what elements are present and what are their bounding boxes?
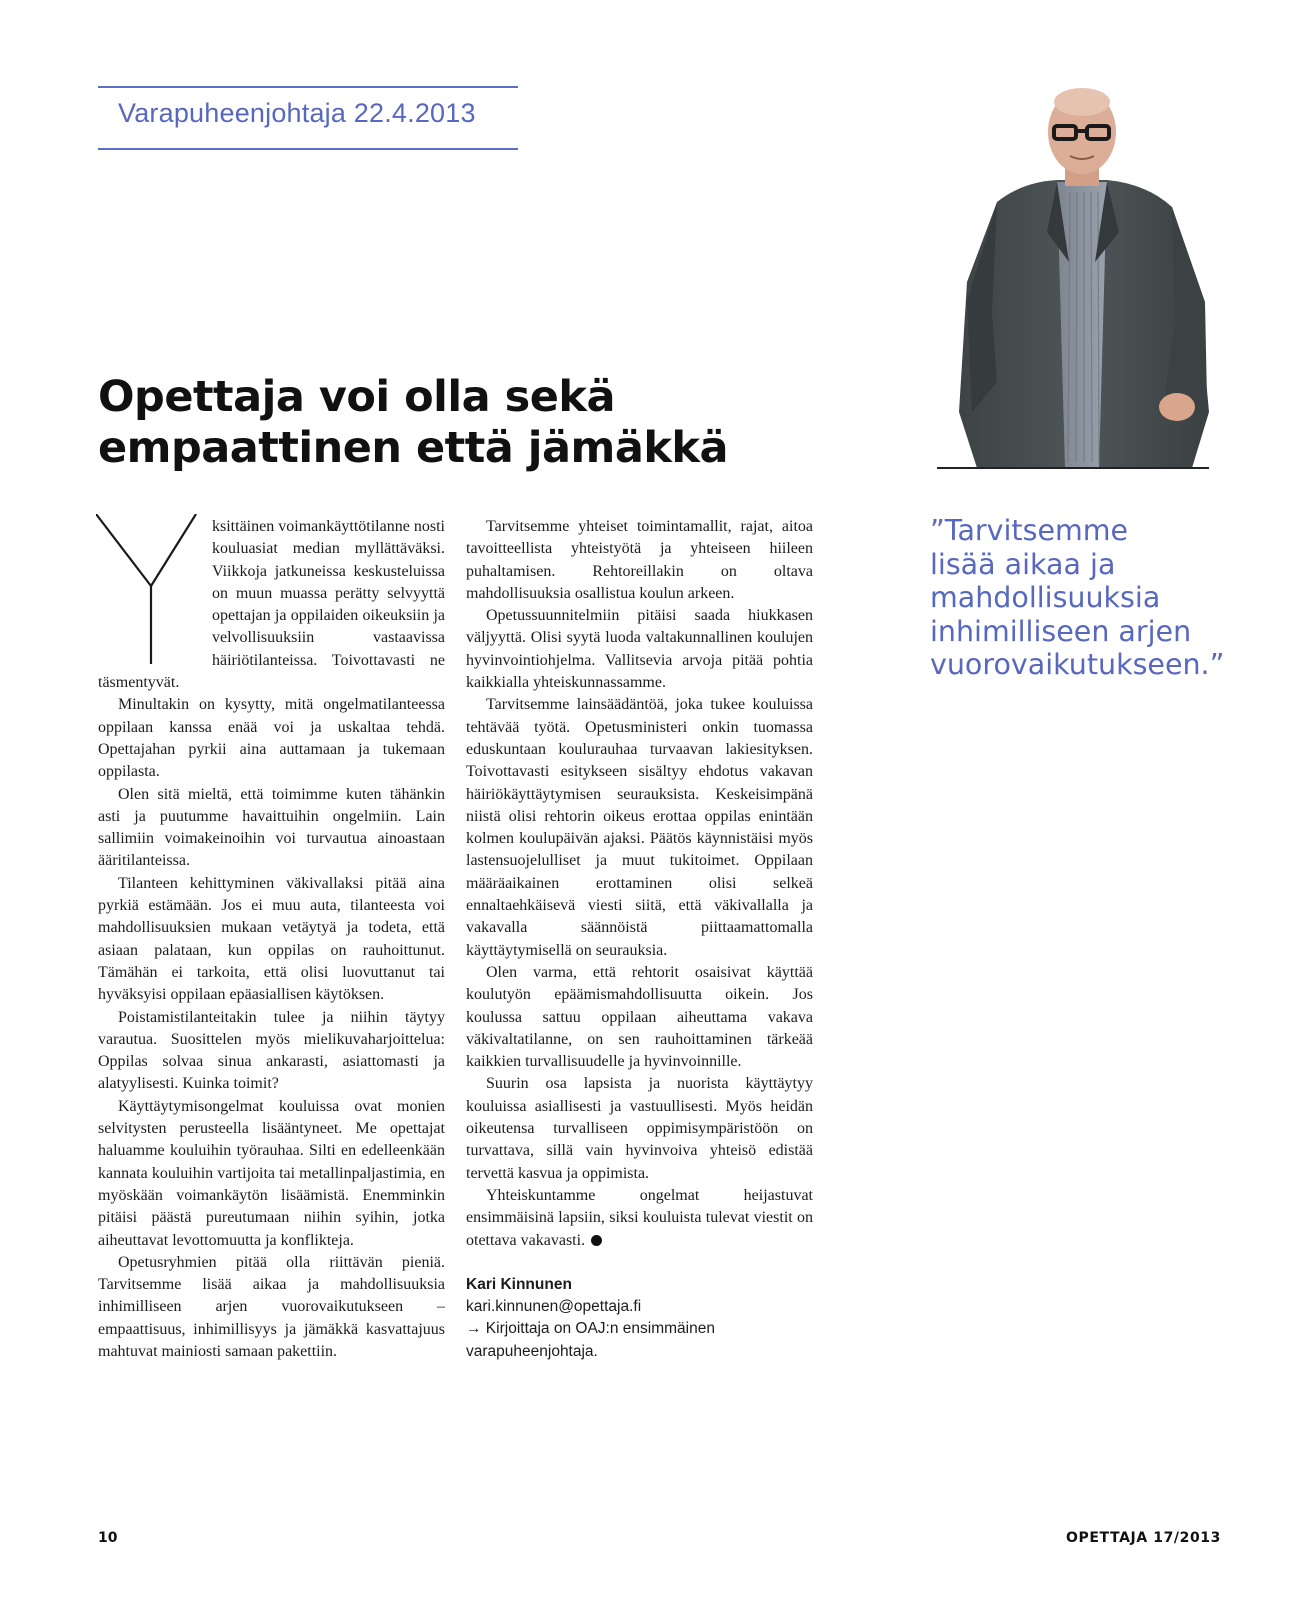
author-portrait bbox=[937, 82, 1227, 468]
article-paragraph: ksittäinen voimankäyttötilanne nosti kouluasiat median myllättäväksi. Viikkoja jatkuneissa keskusteluissa on muun muassa perätty selvyyttä opettajan ja oppilaiden oikeuksiin ja velvollisuuksiin vastaavissa häiriötilanteissa. Toivottavasti ne täsmentyvät. bbox=[98, 518, 445, 692]
pull-quote-line: inhimilliseen arjen bbox=[930, 614, 1192, 648]
kicker-text: Varapuheenjohtaja 22.4.2013 bbox=[118, 98, 476, 128]
pull-quote-line: mahdollisuuksia bbox=[930, 581, 1161, 614]
article-paragraph: Olen sitä mieltä, että toimimme kuten tähänkin asti ja puutumme havaittuihin ongelmiin. Lain sallimiin voimakeinoihin voi turvautua ainoastaan ääritilanteissa. bbox=[98, 785, 445, 870]
article-paragraph: Tarvitsemme yhteiset toimintamallit, rajat, aitoa tavoitteellista yhteistyötä ja yhteiseen hiileen puhaltamisen. Rehtoreillakin on oltava mahdollisuuksia osallistua koulun arkeen. bbox=[466, 518, 813, 602]
pull-quote bbox=[930, 514, 1270, 682]
pull-quote-line: vuorovaikutukseen.” bbox=[930, 648, 1225, 681]
pull-quote-line: ”Tarvitsemme bbox=[930, 514, 1129, 547]
article-column-2 bbox=[466, 516, 813, 1363]
publication-issue: OPETTAJA 17/2013 bbox=[1066, 1530, 1221, 1546]
article-column-1 bbox=[98, 516, 445, 1363]
drop-cap-letter bbox=[96, 514, 206, 664]
end-mark bbox=[591, 1235, 602, 1246]
section-kicker bbox=[98, 86, 518, 150]
byline bbox=[466, 1274, 813, 1363]
headline-line-1: Opettaja voi olla sekä bbox=[98, 372, 616, 422]
author-note-line-1: → Kirjoittaja on OAJ:n ensimmäinen bbox=[466, 1320, 715, 1338]
article-paragraph: Opetusryhmien pitää olla riittävän pieniä. Tarvitsemme lisää aikaa ja mahdollisuuksia inhimilliseen arjen vuorovaikutukseen – empaattisuus, inhimillisyys ja jämäkkä kasvattajuus mahtuvat mainiosti samaan pakettiin. bbox=[98, 1253, 445, 1360]
page-number: 10 bbox=[98, 1530, 118, 1546]
article-paragraph: Yhteiskuntamme ongelmat heijastuvat ensimmäisinä lapsiin, siksi kouluista tulevat viestit on otettava vakavasti. bbox=[466, 1186, 813, 1249]
article-paragraph: Minultakin on kysytty, mitä ongelmatilanteessa oppilaan kanssa enää voi ja uskaltaa tehdä. Opettajahan pyrkii aina auttamaan ja tukemaan oppilasta. bbox=[98, 696, 445, 781]
article-paragraph: Suurin osa lapsista ja nuorista käyttäytyy kouluissa asiallisesti ja vastuullisesti. Myös heidän oikeutensa turvalliseen oppimisympäristöön on turvattava, sillä vain hyvinvoiva yhteisö edistää tervettä kasvua ja oppimista. bbox=[466, 1075, 813, 1182]
author-note-line-2: varapuheenjohtaja. bbox=[466, 1342, 598, 1360]
article-headline bbox=[98, 372, 758, 474]
author-email: kari.kinnunen@opettaja.fi bbox=[466, 1298, 642, 1316]
portrait-rule bbox=[937, 467, 1209, 469]
headline-line-2: empaattinen että jämäkkä bbox=[98, 423, 729, 473]
author-name: Kari Kinnunen bbox=[466, 1275, 572, 1293]
article-paragraph: Käyttäytymisongelmat kouluissa ovat monien selvitysten perusteella lisääntyneet. Me opettajat haluamme kouluihin työrauhaa. Silti en edelleenkään kannata kouluihin vartijoita tai metallinpaljastimia, en myöskään voimankäytön lisäämistä. Enemminkin pitäisi päästä pureutumaan niihin syihin, jotka aiheuttavat levottomuutta ja konflikteja. bbox=[98, 1097, 445, 1249]
drop-cap bbox=[96, 514, 206, 664]
article-paragraph: Tilanteen kehittyminen väkivallaksi pitää aina pyrkiä estämään. Jos ei muu auta, tilanteesta voi mahdollisuuksien mukaan vetäytyä ja todeta, että asiaan palataan, kun oppilas on rauhoittunut. Tämähän ei tarkoita, että olisi luovuttanut tai hyväksyisi oppilaan epäasiallisen käytöksen. bbox=[98, 874, 445, 1004]
article-paragraph: Opetussuunnitelmiin pitäisi saada hiukkasen väljyyttä. Olisi syytä luoda valtakunnallinen koulujen hyvinvointiohjelma. Vallitsevia arvoja pitää pohtia kaikkialla yhteiskunnassamme. bbox=[466, 607, 813, 692]
article-paragraph: Olen varma, että rehtorit osaisivat käyttää koulutyön epäämismahdollisuutta oikein. Jos koulussa sattuu oppilaan aiheuttama vakava väkivaltatilanne, on sen rauhoittaminen tärkeää kaikkien turvallisuudelle ja hyvinvoinnille. bbox=[466, 963, 813, 1071]
article-paragraph: Poistamistilanteitakin tulee ja niihin täytyy varautua. Suosittelen myös mielikuvaharjoittelua: Oppilas solvaa sinua ankarasti, asiattomasti ja alatyylisesti. Kuinka toimit? bbox=[98, 1008, 445, 1093]
article-paragraph: Tarvitsemme lainsäädäntöä, joka tukee kouluissa tehtävää työtä. Opetusministeri onkin tuomassa eduskuntaan koulurauhaa turvaavan lakiesityksen. Toivottavasti esitykseen sisältyy ehdotus vakavan häiriökäyttäytymisen seurauksista. Keskeisimpänä niistä olisi rehtorin oikeus erottaa oppilas enintään kolmen koulupäivän ajaksi. Päätös käynnistäisi myös lastensuojelulliset ja muut tukitoimet. Oppilaan määräaikainen erottaminen olisi selkeä ennaltaehkäisevä viesti siitä, että väkivallalla ja vakavalla säännöistä piittaamattomalla käyttäytymisellä on seurauksia. bbox=[466, 696, 813, 959]
pull-quote-line: lisää aikaa ja bbox=[930, 547, 1116, 581]
